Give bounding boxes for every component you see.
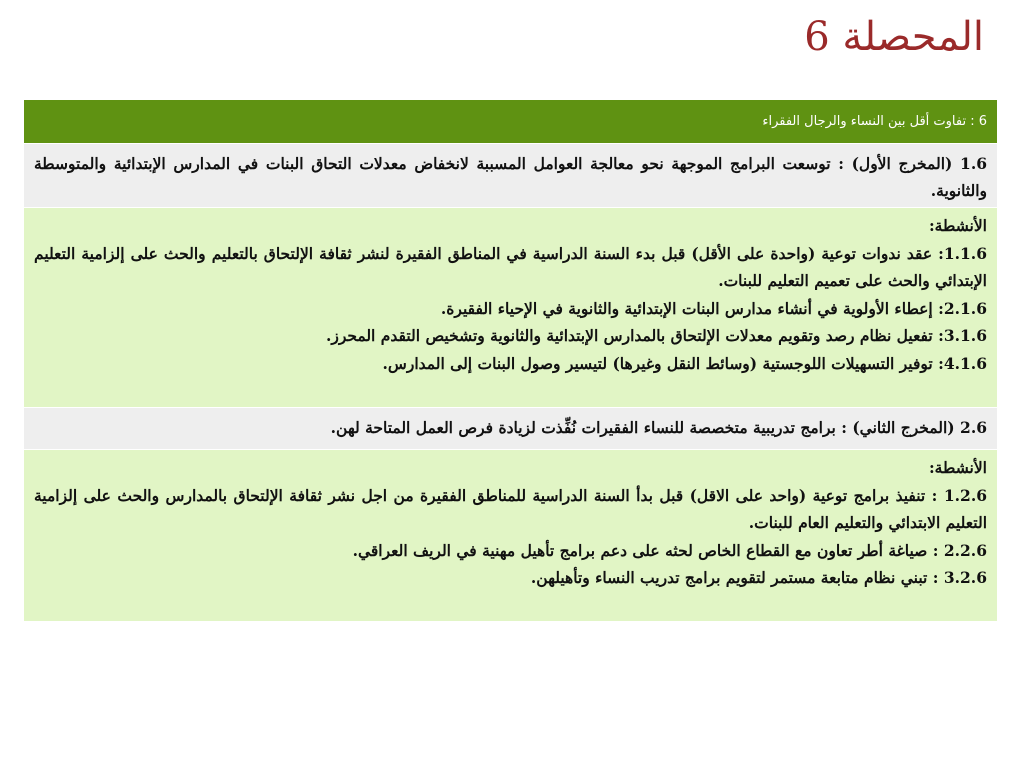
slide-title: المحصلة 6 xyxy=(804,14,984,60)
activities-2-label: الأنشطة: xyxy=(928,458,987,477)
activity-2-2: 2.2.6 : صياغة أطر تعاون مع القطاع الخاص لحثه على دعم برامج تأهيل مهنية في الريف العراقي. xyxy=(352,540,987,560)
activity-1-3: 3.1.6: تفعيل نظام رصد وتقويم معدلات الإلتحاق بالمدارس الإبتدائية والثانوية وتشخيص التقدم المحرز. xyxy=(325,326,987,345)
outcome-2-row xyxy=(24,408,997,450)
activity-2-1: 1.2.6 : تنفيذ برامج توعية (واحد على الاقل) قبل بدأ السنة الدراسية للمناطق الفقيرة من اجل نشر ثقافة الإلتحاق بالمدارس والحث على إلزامية التعليم الابتدائي والتعليم العام للبنات. xyxy=(34,485,988,532)
table-header xyxy=(24,100,997,144)
activities-1-label: الأنشطة: xyxy=(928,216,987,235)
activity-1-1: 1.1.6: عقد ندوات توعية (واحدة على الأقل) قبل بدء السنة الدراسية في المناطق الفقيرة لنشر ثقافة الإلتحاق بالتعليم والحث على إلزامية التعليم الإبتدائي والحث على تعميم التعليم للبنات. xyxy=(34,243,987,290)
activity-2-3: 3.2.6 : تبني نظام متابعة مستمر لتقويم برامج تدريب النساء وتأهيلهن. xyxy=(530,568,987,587)
outcome-1-row xyxy=(24,144,997,208)
outcome-1-text: 1.6 (المخرج الأول) : توسعت البرامج الموجهة نحو معالجة العوامل المسببة لانخفاض معدلات التحاق البنات في المدارس الإبتدائية والمتوسطة والثانوية. xyxy=(34,154,987,200)
activity-1-2: 2.1.6: إعطاء الأولوية في أنشاء مدارس البنات الإبتدائية والثانوية في الإحياء الفقيرة. xyxy=(440,298,987,318)
outcome-2-text: 2.6 (المخرج الثاني) : برامج تدريبية متخصصة للنساء الفقيرات نُفِّذت لزيادة فرص العمل المتاحة لهن. xyxy=(330,418,987,437)
header-text: 6 : تفاوت أقل بين النساء والرجال الفقراء xyxy=(762,114,987,129)
outcome-table xyxy=(24,100,997,622)
activities-2-row xyxy=(24,450,997,622)
activity-1-4: 4.1.6: توفير التسهيلات اللوجستية (وسائط النقل وغيرها) لتيسير وصول البنات إلى المدارس. xyxy=(382,353,987,373)
activities-1-row xyxy=(24,208,997,408)
